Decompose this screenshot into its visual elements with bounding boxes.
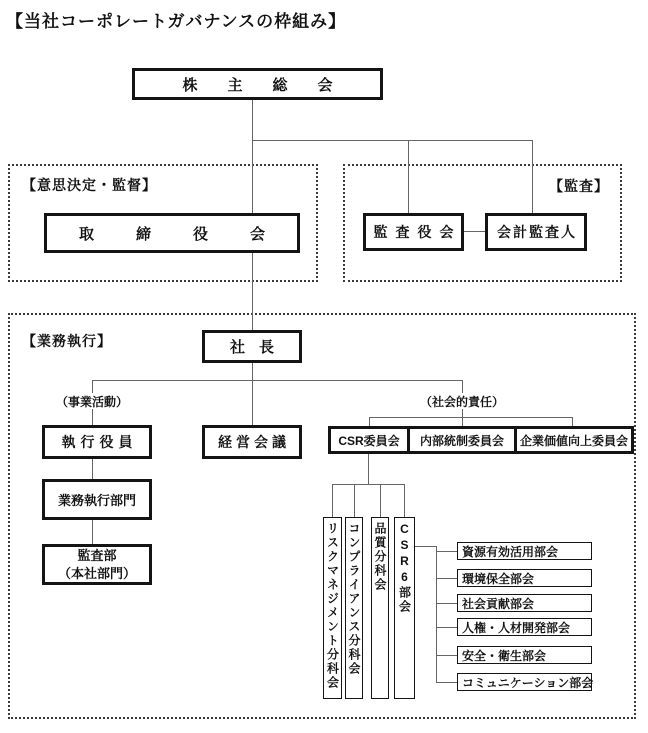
node-csr6-subcommittee bbox=[394, 517, 415, 699]
connector-stub-group-6 bbox=[436, 682, 457, 683]
connector-stub-group-3 bbox=[436, 603, 457, 604]
page-title: 【当社コーポレートガバナンスの枠組み】 bbox=[6, 12, 347, 31]
node-compliance-subcommittee-label: コンプライアンス分科会 bbox=[347, 522, 361, 676]
connector-president-to-management bbox=[252, 363, 253, 425]
connector-drop-audit-board bbox=[408, 140, 409, 213]
node-compliance-subcommittee bbox=[345, 517, 363, 699]
connector-drop-csr-committee bbox=[369, 417, 370, 426]
connector-drop-compliance bbox=[354, 484, 355, 517]
node-quality-subcommittee-label: 品質分科会 bbox=[373, 522, 387, 592]
node-executive-officers-label: 執行役員 bbox=[61, 434, 138, 450]
connector-csr-to-subcommittees bbox=[368, 454, 369, 484]
node-human-rights-hr-group: 人権・人材開発部会 bbox=[457, 618, 592, 636]
node-board-of-directors-label: 取締役会 bbox=[78, 225, 307, 243]
label-business-activities: （事業活動） bbox=[53, 393, 131, 409]
connector-stub-group-5 bbox=[436, 655, 457, 656]
connector-groups-bracket bbox=[436, 546, 437, 682]
connector-president-branch bbox=[92, 380, 463, 381]
node-audit-department bbox=[42, 544, 152, 585]
node-board-of-directors bbox=[44, 213, 307, 253]
connector-drop-csr6 bbox=[404, 484, 405, 517]
label-social-responsibility: （社会的責任） bbox=[414, 393, 510, 409]
connector-stub-group-1 bbox=[436, 551, 457, 552]
node-accounting-auditor-label: 会計監査人 bbox=[497, 224, 577, 240]
node-risk-management-subcommittee-label: リスクマネジメント分科会 bbox=[325, 522, 340, 690]
node-risk-management-subcommittee bbox=[323, 517, 342, 699]
connector-auditboard-accounting bbox=[464, 231, 485, 232]
node-csr-committee: CSR委員会 bbox=[328, 426, 410, 454]
node-shareholders-meeting-label: 株主総会 bbox=[182, 76, 363, 94]
node-corporate-value-committee: 企業価値向上委員会 bbox=[514, 426, 634, 454]
node-shareholders-meeting bbox=[132, 68, 383, 100]
node-audit-and-supervisory-board bbox=[363, 213, 464, 251]
node-csr6-subcommittee-label: CSR6部会 bbox=[397, 522, 412, 614]
node-business-execution-divisions: 業務執行部門 bbox=[42, 479, 152, 520]
connector-stub-group-2 bbox=[436, 578, 457, 579]
connector-drop-risk bbox=[332, 484, 333, 517]
node-communication-group: コミュニケーション部会 bbox=[457, 673, 592, 691]
connector-csr6-to-groups bbox=[415, 546, 436, 547]
committee-row bbox=[328, 426, 634, 454]
node-audit-department-label: 監査部 bbox=[77, 547, 117, 563]
connector-top-branch bbox=[252, 140, 533, 141]
connector-stub-group-4 bbox=[436, 627, 457, 628]
connector-drop-accounting-auditor bbox=[532, 140, 533, 213]
node-president bbox=[202, 330, 302, 363]
node-safety-health-group: 安全・衛生部会 bbox=[457, 646, 592, 664]
node-audit-department-note: （本社部門） bbox=[57, 565, 136, 581]
node-quality-subcommittee bbox=[371, 517, 389, 699]
node-accounting-auditor bbox=[485, 213, 587, 251]
connector-officers-to-divisions bbox=[92, 459, 93, 479]
node-management-meeting bbox=[202, 425, 302, 459]
section-label-business-execution: 【業務執行】 bbox=[22, 333, 112, 349]
node-audit-and-supervisory-board-label: 監査役会 bbox=[373, 224, 462, 240]
node-resource-utilization-group: 資源有効活用部会 bbox=[457, 542, 592, 560]
connector-divisions-to-auditdept bbox=[92, 520, 93, 544]
node-executive-officers bbox=[42, 425, 152, 459]
node-management-meeting-label: 経営会議 bbox=[218, 434, 290, 450]
node-social-contribution-group: 社会貢献部会 bbox=[457, 594, 592, 612]
node-environment-preservation-group: 環境保全部会 bbox=[457, 569, 592, 587]
connector-drop-value-committee bbox=[572, 417, 573, 426]
connector-committee-bracket bbox=[369, 417, 573, 418]
node-president-label: 社長 bbox=[229, 339, 288, 356]
connector-drop-quality bbox=[380, 484, 381, 517]
section-label-decision-supervision: 【意思決定・監督】 bbox=[22, 177, 157, 193]
section-label-audit: 【監査】 bbox=[549, 178, 609, 194]
connector-subcommittee-bracket bbox=[332, 484, 405, 485]
node-internal-control-committee: 内部統制委員会 bbox=[407, 426, 517, 454]
